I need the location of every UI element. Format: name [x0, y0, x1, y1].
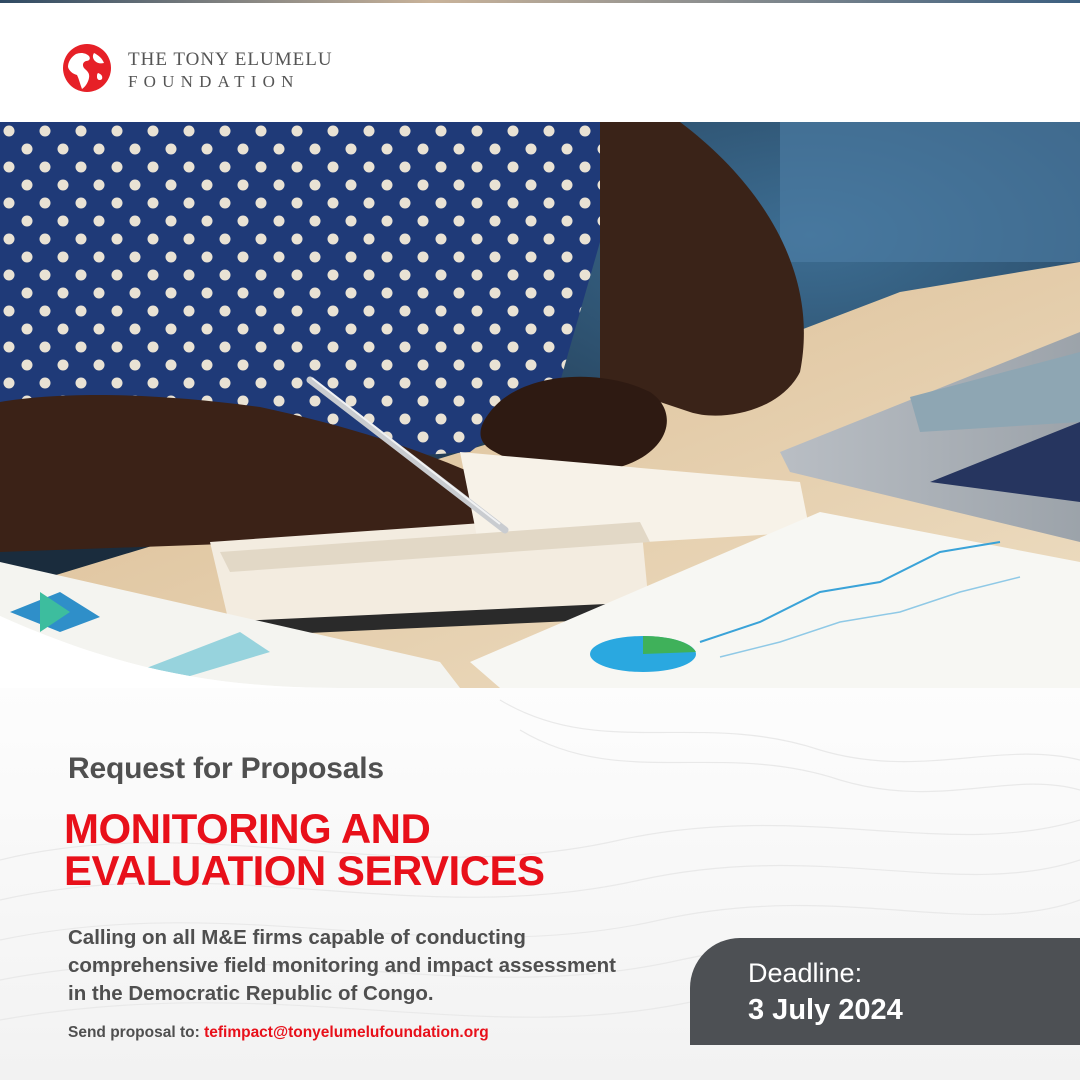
brand-wordmark [128, 49, 333, 93]
globe-icon [62, 43, 112, 93]
contact-label: Send proposal to: [68, 1024, 200, 1041]
title-line-1: MONITORING AND [64, 805, 431, 852]
brand-line-1: THE TONY ELUMELU [128, 49, 333, 70]
deadline-label: Deadline: [748, 958, 863, 988]
contact-email-link[interactable]: tefimpact@tonyelumelufoundation.org [204, 1024, 489, 1041]
page-title [64, 805, 545, 894]
description-text: Calling on all M&E firms capable of conducting comprehensive field monitoring and impact assessment in the Democratic Republic of Congo. [68, 926, 616, 1005]
header [0, 3, 1080, 122]
brand-line-2: FOUNDATION [128, 72, 300, 91]
deadline-date: 3 July 2024 [748, 994, 903, 1026]
contact-line [68, 1024, 489, 1042]
request-for-proposals-heading: Request for Proposals [68, 752, 384, 785]
deadline-badge [690, 938, 1080, 1045]
title-line-2: EVALUATION SERVICES [64, 847, 545, 894]
